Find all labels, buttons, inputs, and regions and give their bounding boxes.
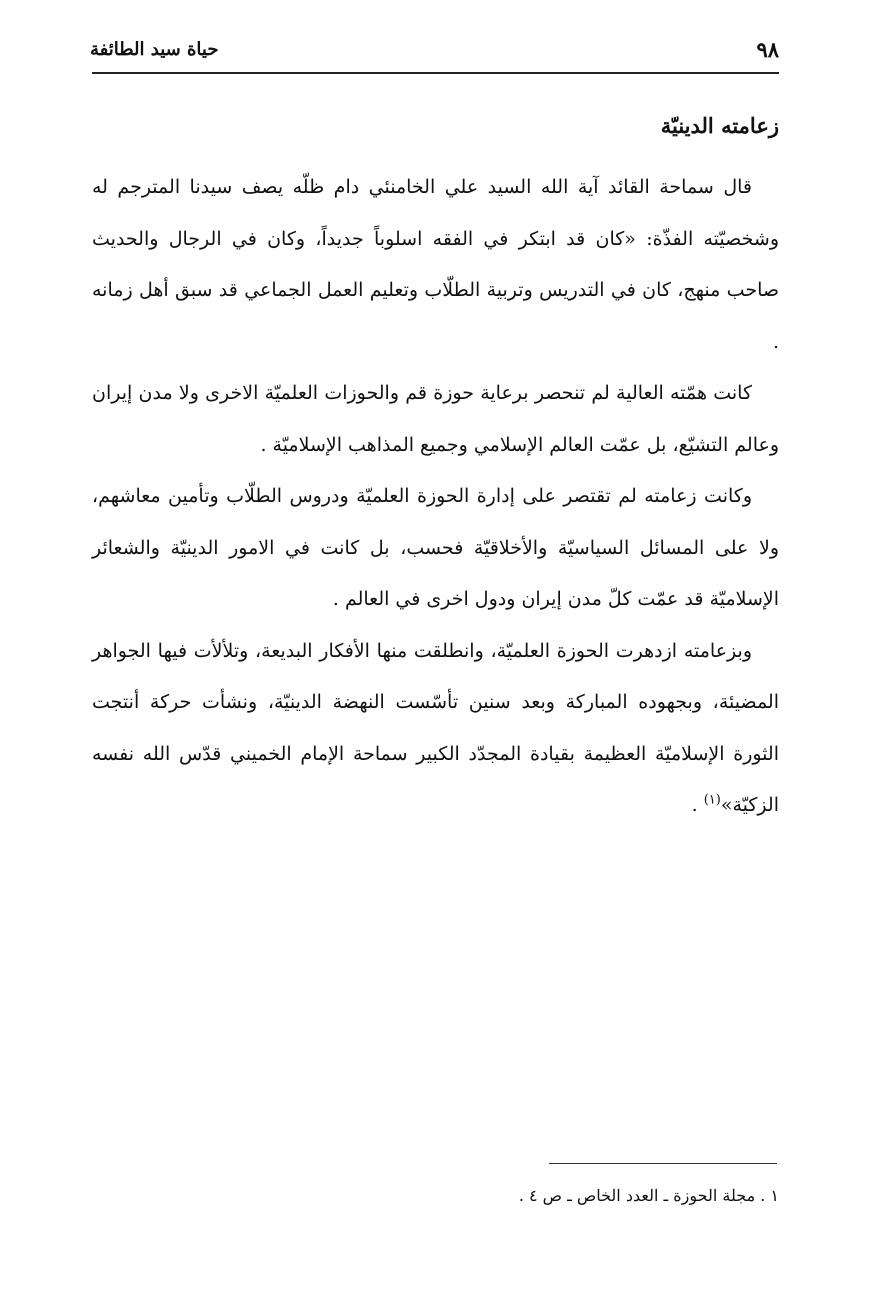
footnote-divider	[549, 1163, 777, 1164]
running-title: حياة سيد الطائفة	[90, 38, 219, 60]
footnote: ١ . مجلة الحوزة ـ العدد الخاص ـ ص ٤ .	[518, 1186, 779, 1205]
page-header	[90, 32, 779, 66]
paragraph-text: وبزعامته ازدهرت الحوزة العلميّة، وانطلقت منها الأفكار البديعة، وتلألأت فيها الجواهر المضيئة، وبجهوده المباركة وبعد سنين تأسّست النهضة الدينيّة، ونشأت حركة أنتجت الثورة الإسلاميّة العظيمة بقيادة المجدّد الكبير سماحة الإمام الخميني قدّس الله نفسه الزكيّة»	[92, 639, 779, 816]
section-title: زعامته الدينيّة	[660, 113, 779, 138]
header-divider	[92, 72, 779, 74]
footnote-reference: (١)	[703, 792, 721, 808]
page-number: ٩٨	[756, 36, 779, 62]
page-content	[92, 100, 779, 832]
paragraph: وكانت زعامته لم تقتصر على إدارة الحوزة العلميّة ودروس الطلّاب وتأمين معاشهم، ولا على المسائل السياسيّة والأخلاقيّة فحسب، بل كانت في الامور الدينيّة والشعائر الإسلاميّة قد عمّت كلّ مدن إيران ودول اخرى في العالم .	[92, 485, 779, 610]
paragraph: كانت همّته العالية لم تنحصر برعاية حوزة قم والحوزات العلميّة الاخرى ولا مدن إيران وعالم التشيّع، بل عمّت العالم الإسلامي وجميع المذاهب الإسلاميّة .	[92, 382, 779, 456]
paragraph-end: .	[691, 794, 704, 816]
paragraph: قال سماحة القائد آية الله السيد علي الخامنئي دام ظلّه يصف سيدنا المترجم له وشخصيّته الفذّة: «كان قد ابتكر في الفقه اسلوباً جديداً، وكان في الرجال والحديث صاحب منهج، كان في التدريس وتربية الطلّاب وتعليم العمل الجماعي قد سبق أهل زمانه .	[92, 176, 779, 353]
paragraph	[92, 626, 779, 832]
